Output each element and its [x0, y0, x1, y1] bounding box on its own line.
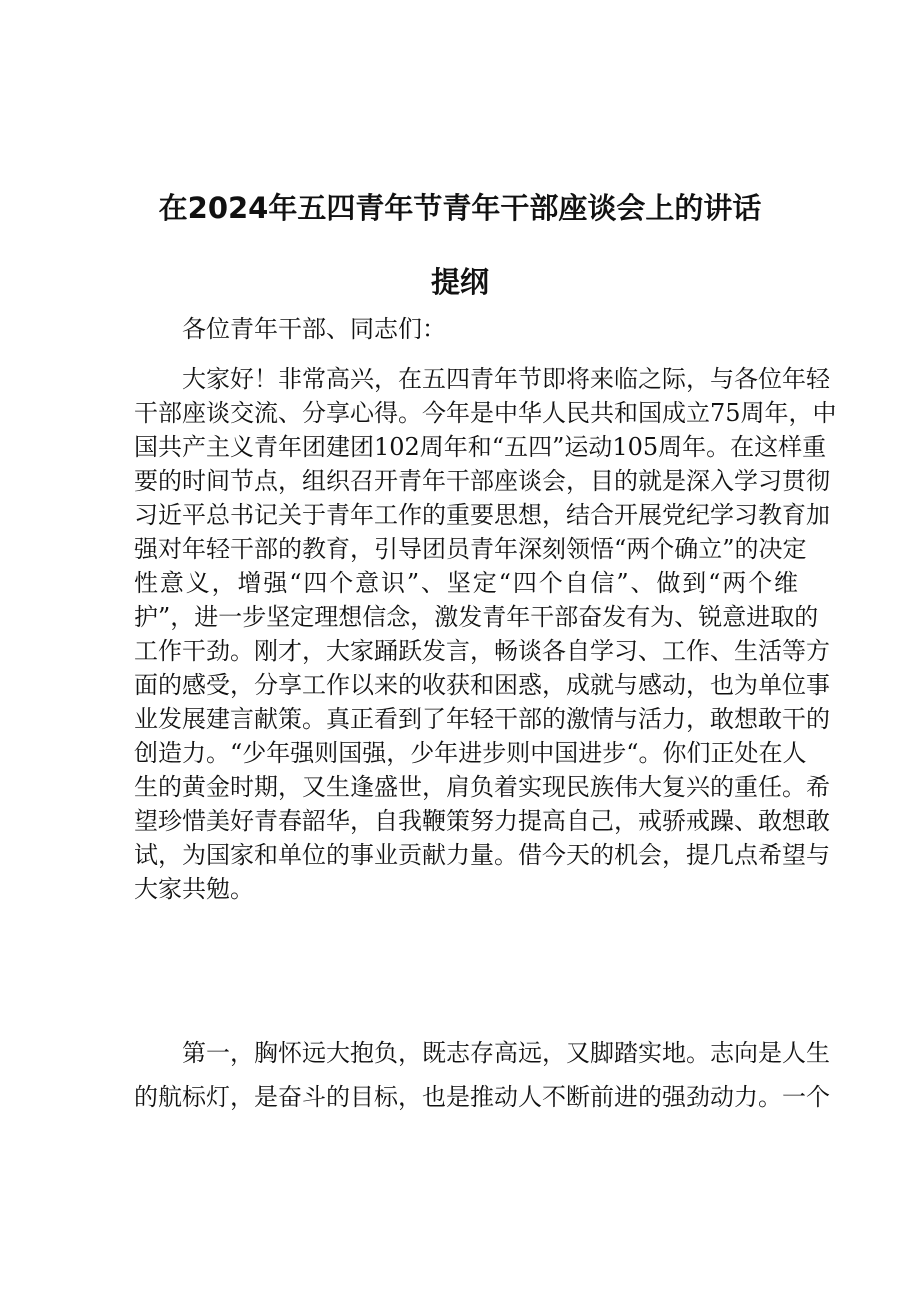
paragraph-line: 生的黄金时期，又生逢盛世，肩负着实现民族伟大复兴的重任。希 [134, 773, 830, 801]
paragraph-line: 的航标灯，是奋斗的目标，也是推动人不断前进的强劲动力。一个 [134, 1083, 830, 1111]
document-title-line-2: 提纲 [430, 265, 489, 299]
paragraph-line: 性意义，增强“四个意识”、坚定“四个自信”、做到“两个维 [134, 569, 798, 597]
paragraph-line: 第一，胸怀远大抱负，既志存高远，又脚踏实地。志向是人生 [182, 1039, 830, 1067]
paragraph-line: 面的感受，分享工作以来的收获和困惑，成就与感动，也为单位事 [134, 671, 830, 699]
paragraph-line: 强对年轻干部的教育，引导团员青年深刻领悟“两个确立”的决定 [134, 535, 807, 563]
paragraph-line: 干部座谈交流、分享心得。今年是中华人民共和国成立75周年，中 [134, 399, 837, 427]
paragraph-line: 业发展建言献策。真正看到了年轻干部的激情与活力，敢想敢干的 [134, 705, 830, 733]
salutation-text: 各位青年干部、同志们： [182, 315, 446, 343]
document-title-line-1: 在2024年五四青年节青年干部座谈会上的讲话 [158, 191, 762, 225]
paragraph-line: 试，为国家和单位的事业贡献力量。借今天的机会，提几点希望与 [134, 841, 830, 869]
paragraph-line: 工作干劲。刚才，大家踊跃发言，畅谈各自学习、工作、生活等方 [134, 637, 830, 665]
paragraph-line: 望珍惜美好青春韶华，自我鞭策努力提高自己，戒骄戒躁、敢想敢 [134, 807, 830, 835]
paragraph-line: 创造力。“少年强则国强，少年进步则中国进步“。你们正处在人 [134, 739, 807, 767]
paragraph-line: 大家共勉。 [134, 875, 254, 903]
paragraph-line: 大家好！非常高兴，在五四青年节即将来临之际，与各位年轻 [182, 365, 830, 393]
paragraph-line: 国共产主义青年团建团102周年和“五四”运动105周年。在这样重 [134, 433, 827, 461]
paragraph-line: 护”，进一步坚定理想信念，激发青年干部奋发有为、锐意进取的 [134, 603, 819, 631]
paragraph-line: 要的时间节点，组织召开青年干部座谈会，目的就是深入学习贯彻 [134, 467, 830, 495]
paragraph-line: 习近平总书记关于青年工作的重要思想，结合开展党纪学习教育加 [134, 501, 830, 529]
